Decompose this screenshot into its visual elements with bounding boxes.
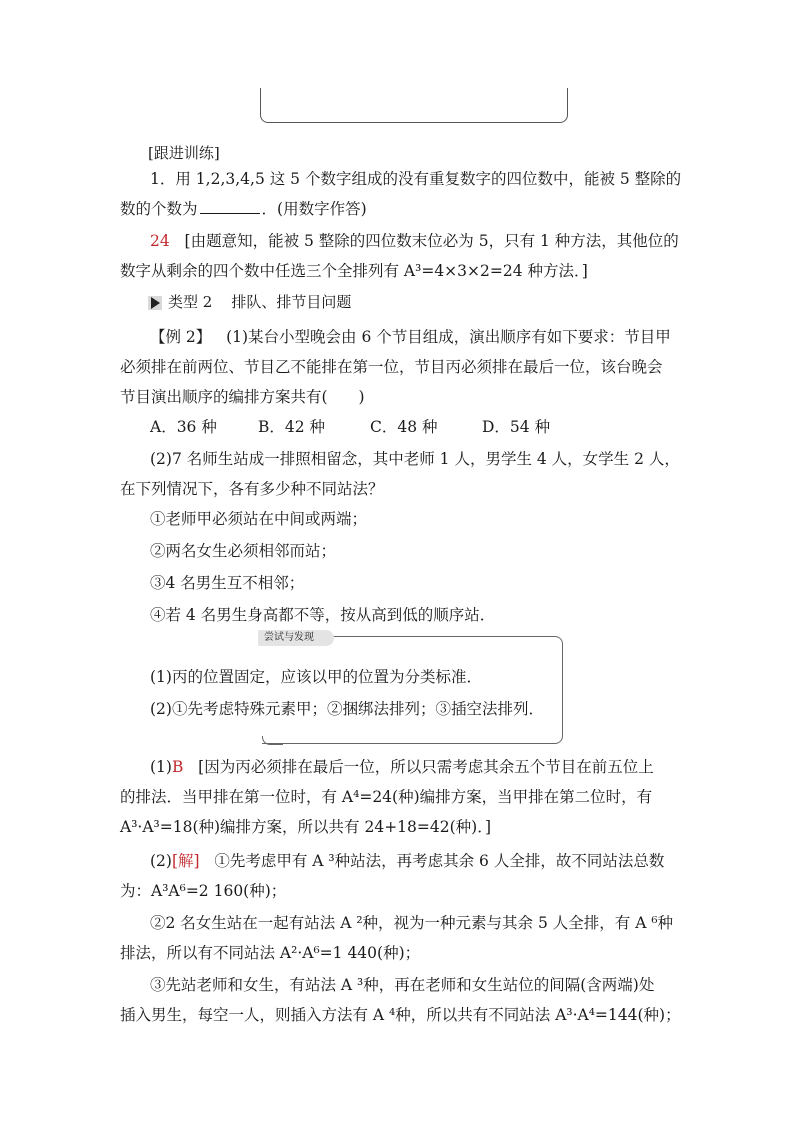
example-2-line-3: 节目演出顺序的编排方案共有( ) (120, 388, 365, 406)
answer-blank (200, 199, 260, 214)
previous-box-bottom (260, 88, 568, 123)
options-row (150, 416, 680, 438)
solution-1-answer: B (171, 758, 184, 776)
solution-label: [解] (171, 852, 200, 870)
option-b: B．42 种 (258, 418, 326, 436)
condition-4: ④若 4 名男生身高都不等，按从高到低的顺序站． (150, 606, 496, 624)
solution-1-line-3: A³·A³=18(种)编排方案，所以共有 24+18=42(种)．] (120, 818, 492, 836)
solution-2-line-3: ②2 名女生站在一起有站法 A ²种，视为一种元素与其余 5 人全排，有 A ⁶种 (150, 914, 674, 932)
option-d: D．54 种 (482, 418, 551, 436)
solution-2-line-6: 插入男生，每空一人，则插入方法有 A ⁴种，所以共有不同站法 A³·A⁴=144(种)； (120, 1006, 681, 1024)
solution-2-line-2: 为：A³A⁶=2 160(种)； (120, 882, 287, 900)
solution-2-line-4: 排法，所以有不同站法 A²·A⁶=1 440(种)； (120, 944, 421, 962)
play-triangle-icon (148, 296, 162, 310)
example-2-part-2-line-2: 在下列情况下，各有多少种不同站法？ (120, 480, 384, 498)
example-2-line-2: 必须排在前两位、节目乙不能排在第一位，节目丙必须排在最后一位，该台晚会 (120, 358, 663, 376)
example-2-part-2-line-1: (2)7 名师生站成一排照相留念，其中老师 1 人，男学生 4 人，女学生 2 人， (150, 450, 680, 468)
option-c: C．48 种 (370, 418, 438, 436)
answer-1-line-2: 数字从剩余的四个数中任选三个全排列有 A³=4×3×2=24 种方法．] (120, 262, 588, 280)
try-discover-tag: 尝试与发现 (258, 630, 334, 646)
option-a: A．36 种 (150, 418, 217, 436)
hint-line-2: (2)①先考虑特殊元素甲；②捆绑法排列；③插空法排列． (150, 700, 544, 718)
condition-3: ③4 名男生互不相邻； (150, 574, 305, 592)
answer-1-line-1: 24 [由题意知，能被 5 整除的四位数末位必为 5，只有 1 种方法，其他位的 (150, 232, 679, 250)
answer-value: 24 (150, 232, 170, 250)
section-label: [跟进训练] (148, 144, 220, 162)
solution-1-line-1: (1)B [因为丙必须排在最后一位，所以只需考虑其余五个节目在前五位上 (150, 758, 654, 776)
solution-2-line-1: (2)[解] ①先考虑甲有 A ³种站法，再考虑其余 6 人全排，故不同站法总数 (150, 852, 665, 870)
solution-2-line-5: ③先站老师和女生，有站法 A ³种，再在老师和女生站位的间隔(含两端)处 (150, 976, 655, 994)
example-2-line-1: 【例 2】 (1)某台小型晚会由 6 个节目组成，演出顺序有如下要求：节目甲 (150, 328, 671, 346)
try-discover-box-corner (262, 736, 283, 745)
solution-1-line-2: 的排法．当甲排在第一位时，有 A⁴=24(种)编排方案，当甲排在第二位时，有 (120, 788, 653, 806)
question-1-line-2: 数的个数为 ．(用数字作答) (120, 200, 367, 218)
type-2-heading: 类型 2 排队、排节目问题 (148, 291, 351, 312)
try-discover-box (262, 636, 563, 744)
condition-2: ②两名女生必须相邻而站； (150, 542, 337, 560)
question-1-line-1: 1．用 1,2,3,4,5 这 5 个数字组成的没有重复数字的四位数中，能被 5 整除的 (150, 170, 682, 188)
hint-line-1: (1)丙的位置固定，应该以甲的位置为分类标准． (150, 668, 482, 686)
condition-1: ①老师甲必须站在中间或两端； (150, 510, 368, 528)
